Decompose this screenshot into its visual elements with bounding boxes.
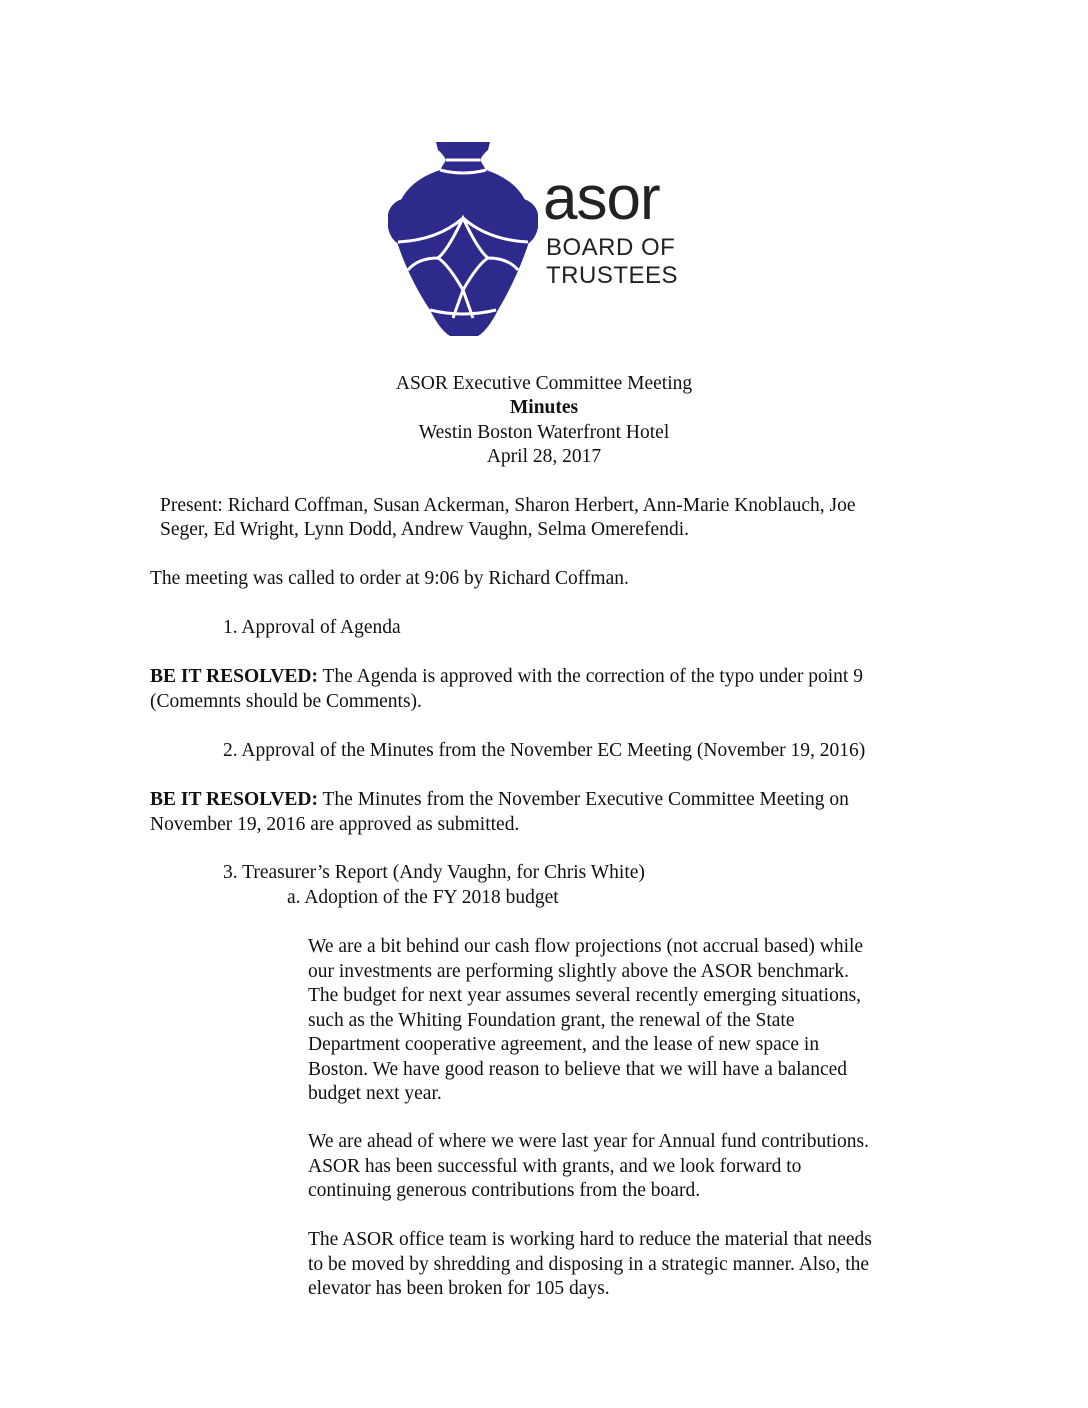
meeting-title: ASOR Executive Committee Meeting <box>395 373 693 394</box>
paragraph-line: such as the Whiting Foundation grant, the renewal of the State <box>308 1009 795 1031</box>
report-paragraph-2 <box>308 1130 869 1204</box>
agenda-item-heading: 2. Approval of the Minutes from the November EC Meeting (November 19, 2016) <box>223 740 866 761</box>
agenda-item-heading: 1. Approval of Agenda <box>223 617 401 638</box>
amphora-icon <box>388 140 538 340</box>
logo-line-2: TRUSTEES <box>546 262 679 289</box>
paragraph-line: our investments are performing slightly above the ASOR benchmark. <box>308 960 850 982</box>
paragraph-line: continuing generous contributions from the board. <box>308 1180 701 1201</box>
paragraph-line: Boston. We have good reason to believe that we will have a balanced <box>308 1058 848 1080</box>
resolution-line: BE IT RESOLVED: The Minutes from the November Executive Committee Meeting on <box>150 789 849 810</box>
resolution-line: BE IT RESOLVED: The Agenda is approved with the correction of the typo under point 9 <box>150 666 863 687</box>
attendees-line-2: Seger, Ed Wright, Lynn Dodd, Andrew Vaughn, Selma Omerefendi. <box>160 519 689 540</box>
report-paragraph-1 <box>308 935 863 1107</box>
paragraph-line: budget next year. <box>308 1083 442 1104</box>
paragraph-line: to be moved by shredding and disposing in a strategic manner. Also, the <box>308 1253 870 1275</box>
resolution-line: (Comemnts should be Comments). <box>150 691 422 712</box>
asor-logo <box>388 140 708 340</box>
paragraph-line: The ASOR office team is working hard to reduce the material that needs <box>308 1229 872 1250</box>
paragraph-line: ASOR has been successful with grants, and we look forward to <box>308 1155 802 1177</box>
paragraph-line: The budget for next year assumes several recently emerging situations, <box>308 985 862 1006</box>
agenda-item-heading: 3. Treasurer’s Report (Andy Vaughn, for Chris White) <box>223 862 645 883</box>
paragraph-line: Department cooperative agreement, and the lease of new space in <box>308 1034 820 1055</box>
paragraph-line: elevator has been broken for 105 days. <box>308 1278 610 1299</box>
paragraph-line: We are ahead of where we were last year for Annual fund contributions. <box>308 1131 869 1152</box>
document-subtitle: Minutes <box>509 397 579 418</box>
meeting-date: April 28, 2017 <box>486 446 602 467</box>
meeting-location: Westin Boston Waterfront Hotel <box>418 422 670 443</box>
report-paragraph-3 <box>308 1228 872 1302</box>
attendees-line-1: Present: Richard Coffman, Susan Ackerman, Sharon Herbert, Ann-Marie Knoblauch, Joe <box>160 495 856 516</box>
resolution-line: November 19, 2016 are approved as submitted. <box>150 814 520 835</box>
logo-wordmark: asor <box>543 164 660 233</box>
paragraph-line: We are a bit behind our cash flow projections (not accrual based) while <box>308 936 864 957</box>
logo-line-1: BOARD OF <box>546 234 676 261</box>
call-to-order: The meeting was called to order at 9:06 by Richard Coffman. <box>150 568 629 589</box>
agenda-subitem: a. Adoption of the FY 2018 budget <box>287 887 559 908</box>
